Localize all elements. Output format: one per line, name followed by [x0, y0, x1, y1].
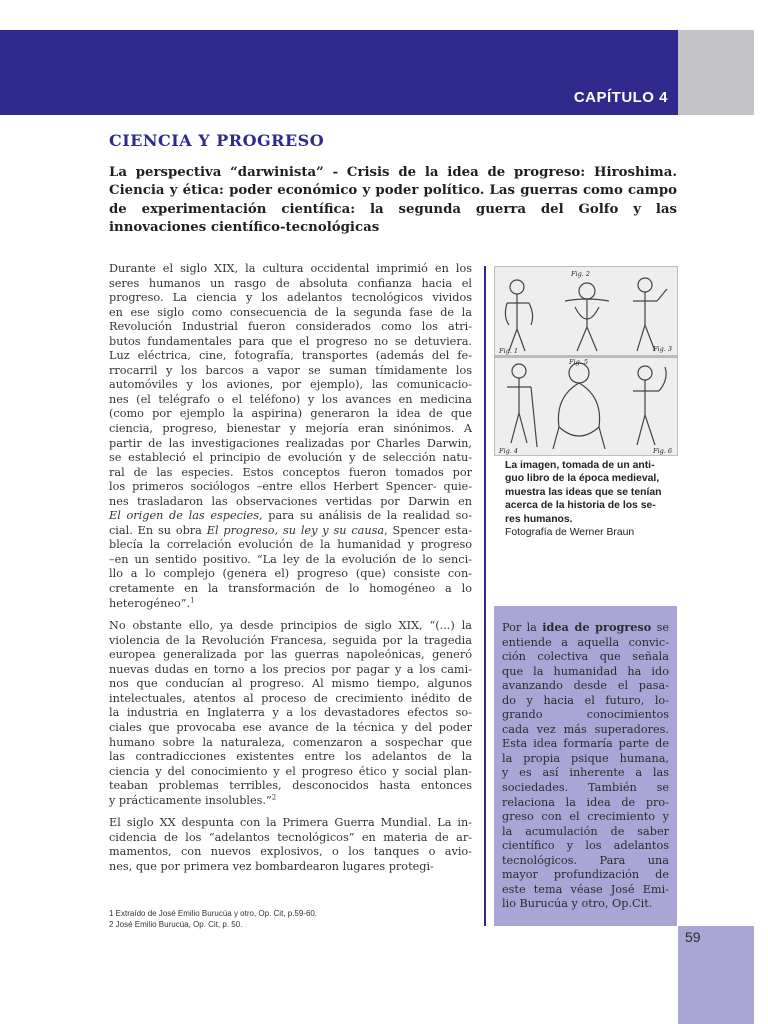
text-line: ral de las especies. Estos conceptos fueron tomados por	[109, 465, 472, 479]
sidebar-line: mayor profundización de	[502, 868, 669, 882]
text-line: partir de las investigaciones realizadas por Charles Darwin,	[109, 436, 472, 450]
text-line: las contradicciones existentes entre los adelantos de la	[109, 750, 472, 764]
figure-label: Fig. 3	[653, 345, 673, 353]
subtitle: La perspectiva “darwinista” - Crisis de la idea de progreso: Hiroshima. Ciencia y ética: poder económico y poder político. Las guerras como campo de experimentación científica: la segunda guerra del Golfo y las innovaciones científico-tecnológicas	[109, 165, 677, 235]
definition-sidebar	[494, 606, 677, 926]
text-line: ciencia, progreso, bienestar y mejoría eran sinónimos. A	[109, 422, 472, 436]
paragraph-2	[109, 619, 472, 808]
sidebar-line: la propia psique humana,	[502, 751, 669, 765]
figure-label: Fig. 2	[571, 270, 591, 278]
text-line: teaban problemas terribles, desconocidos hasta entonces	[109, 779, 472, 793]
caption-text	[505, 459, 679, 526]
header-gray-block	[678, 30, 754, 115]
text-line: se estableció el principio de evolución y de selección natu-	[109, 451, 472, 465]
sidebar-line: grando conocimientos	[502, 708, 669, 722]
figure-label: Fig. 5	[569, 358, 589, 366]
section-title: CIENCIA Y PROGRESO	[109, 131, 325, 150]
text-line: los primeros sociólogos –entre ellos Herbert Spencer- quie-	[109, 480, 472, 494]
text-line: llo a lo complejo (genera el) progreso (que) consiste con-	[109, 567, 472, 581]
text-line: No obstante ello, ya desde principios de siglo XIX, “(...) la	[109, 619, 472, 633]
text-line: cial. En su obra El progreso, su ley y su causa, Spencer esta-	[109, 523, 472, 537]
caption-line: acerca de la historia de los se-	[505, 500, 656, 512]
text-line: nuevas dudas en torno a los precios por pagar y a los cami-	[109, 662, 472, 676]
text-line: ciencia y del conocimiento y el progreso ético y social plan-	[109, 764, 472, 778]
sidebar-line: avanzando desde el pasa-	[502, 679, 669, 693]
text-line: europea generalizada por las guerras napoleónicas, generó	[109, 648, 472, 662]
sidebar-line: greso con el crecimiento y	[502, 810, 669, 824]
page-number: 59	[685, 929, 701, 945]
text-line: nes trasladaron las observaciones vertidas por Darwin en	[109, 494, 472, 508]
figure-label: Fig. 4	[499, 447, 519, 455]
footnotes	[109, 909, 317, 930]
text-line: butos fundamentales para que el progreso no se detuviera.	[109, 334, 472, 348]
chapter-label: CAPÍTULO 4	[573, 89, 668, 106]
text-line: Luz eléctrica, cine, fotografía, transportes (además del fe-	[109, 349, 472, 363]
caption-line: guo libro de la época medieval,	[505, 473, 660, 485]
sidebar-line: lio Burucúa y otro, Op.Cit.	[502, 897, 653, 911]
sidebar-line: científico y los adelantos	[502, 839, 669, 853]
sidebar-term: idea de progreso	[542, 620, 652, 634]
sidebar-line: do y hacia el futuro, lo-	[502, 693, 669, 707]
sidebar-line: este tema véase José Emi-	[502, 882, 669, 896]
text-line: El origen de las especies, para su análisis de la realidad so-	[109, 509, 472, 523]
sidebar-line: Esta idea formaría parte de	[502, 737, 669, 751]
text-line: progreso. La ciencia y los adelantos tecnológicos vividos	[109, 291, 472, 305]
sidebar-line: que la humanidad ha ido	[502, 664, 669, 678]
text-line: intelectuales, atentos al proceso de crecimiento inédito de	[109, 691, 472, 705]
paragraph-3	[109, 816, 472, 874]
footnote-ref: 1	[190, 596, 195, 604]
footnote-2: 2 José Emilio Burucúa, Op. Cit, p. 50.	[109, 919, 243, 929]
caption-line: muestra las ideas que se tenían	[505, 486, 662, 498]
text-line: violencia de la Revolución Francesa, seguida por la tragedia	[109, 633, 472, 647]
sidebar-line: sociedades. También se	[502, 781, 669, 795]
text-line: Durante el siglo XIX, la cultura occidental imprimió en los	[109, 262, 472, 275]
text-line: rrocarril y los barcos a vapor se suman tímidamente los	[109, 363, 472, 377]
historical-illustration	[494, 266, 678, 456]
text-line: Revolución Industrial fueron considerados como los atri-	[109, 320, 472, 334]
figure-label: Fig. 6	[653, 447, 673, 455]
text-line: El siglo XX despunta con la Primera Guerra Mundial. La in-	[109, 816, 472, 830]
text-line: automóviles y los aviones, por ejemplo), las comunicacio-	[109, 378, 472, 392]
text-line: en ese siglo como consecuencia de la segunda fase de la	[109, 305, 472, 319]
text-line: cidencia de los “adelantos tecnológicos” en materia de ar-	[109, 830, 472, 844]
engraving-image	[495, 267, 678, 456]
text-line: seres humanos un rasgo de absoluta confianza hacia el	[109, 276, 472, 290]
column-divider	[484, 266, 486, 926]
photo-credit: Fotografía de Werner Braun	[505, 527, 635, 539]
text-line: blecía la correlación evolución de la humanidad y progreso	[109, 538, 472, 552]
sidebar-line: tecnológicos. Para una	[502, 853, 669, 867]
footnote-ref: 2	[271, 793, 277, 801]
sidebar-line: y es así inherente a las	[502, 766, 669, 780]
paragraph-1	[109, 262, 472, 611]
sidebar-line: la acumulación de saber	[502, 824, 669, 838]
sidebar-line: relaciona la idea de pro-	[502, 795, 669, 809]
text-line: nos que conducían al progreso. Al mismo tiempo, algunos	[109, 677, 472, 691]
sidebar-line: ción colectiva que señala	[502, 650, 669, 664]
text-line: nes (el telégrafo o el teléfono) y los avances en medicina	[109, 392, 472, 406]
sidebar-line: entiende a aquella convic-	[502, 635, 669, 649]
text-line: –en un sentido positivo. “La ley de la evolución de lo senci-	[109, 552, 472, 566]
text-line: mamentos, con nuevos explosivos, o los tanques o avio-	[109, 845, 472, 859]
body-text	[109, 262, 472, 882]
text-line: nes, que por primera vez bombardearon lugares protegi-	[109, 859, 434, 873]
text-line: ciales que provocaba ese avance de la técnica y del poder	[109, 720, 472, 734]
caption-line: res humanos.	[505, 513, 573, 525]
text-line: y prácticamente insolubles.”$^2$	[109, 793, 277, 807]
text-line: humano sobre la naturaleza, comenzaron a sospechar que	[109, 735, 472, 749]
text-line: (como por ejemplo la aspirina) generaron la idea de que	[109, 407, 472, 421]
text-line: heterogéneo”.$^1$	[109, 596, 195, 610]
figure-label: Fig. 1	[499, 347, 519, 355]
text-line: cretamente en la transformación de lo homogéneo a lo	[109, 582, 472, 596]
text-line: la industria en Inglaterra y a los devastadores efectos so-	[109, 706, 472, 720]
sidebar-line: cada vez más superadores.	[502, 722, 669, 736]
footnote-1: 1 Extraído de José Emilio Burucúa y otro, Op. Cit, p.59-60.	[109, 909, 318, 918]
caption-line: La imagen, tomada de un anti-	[505, 460, 655, 471]
figure-caption	[505, 459, 679, 539]
sidebar-line: Por la idea de progreso se	[502, 620, 669, 634]
